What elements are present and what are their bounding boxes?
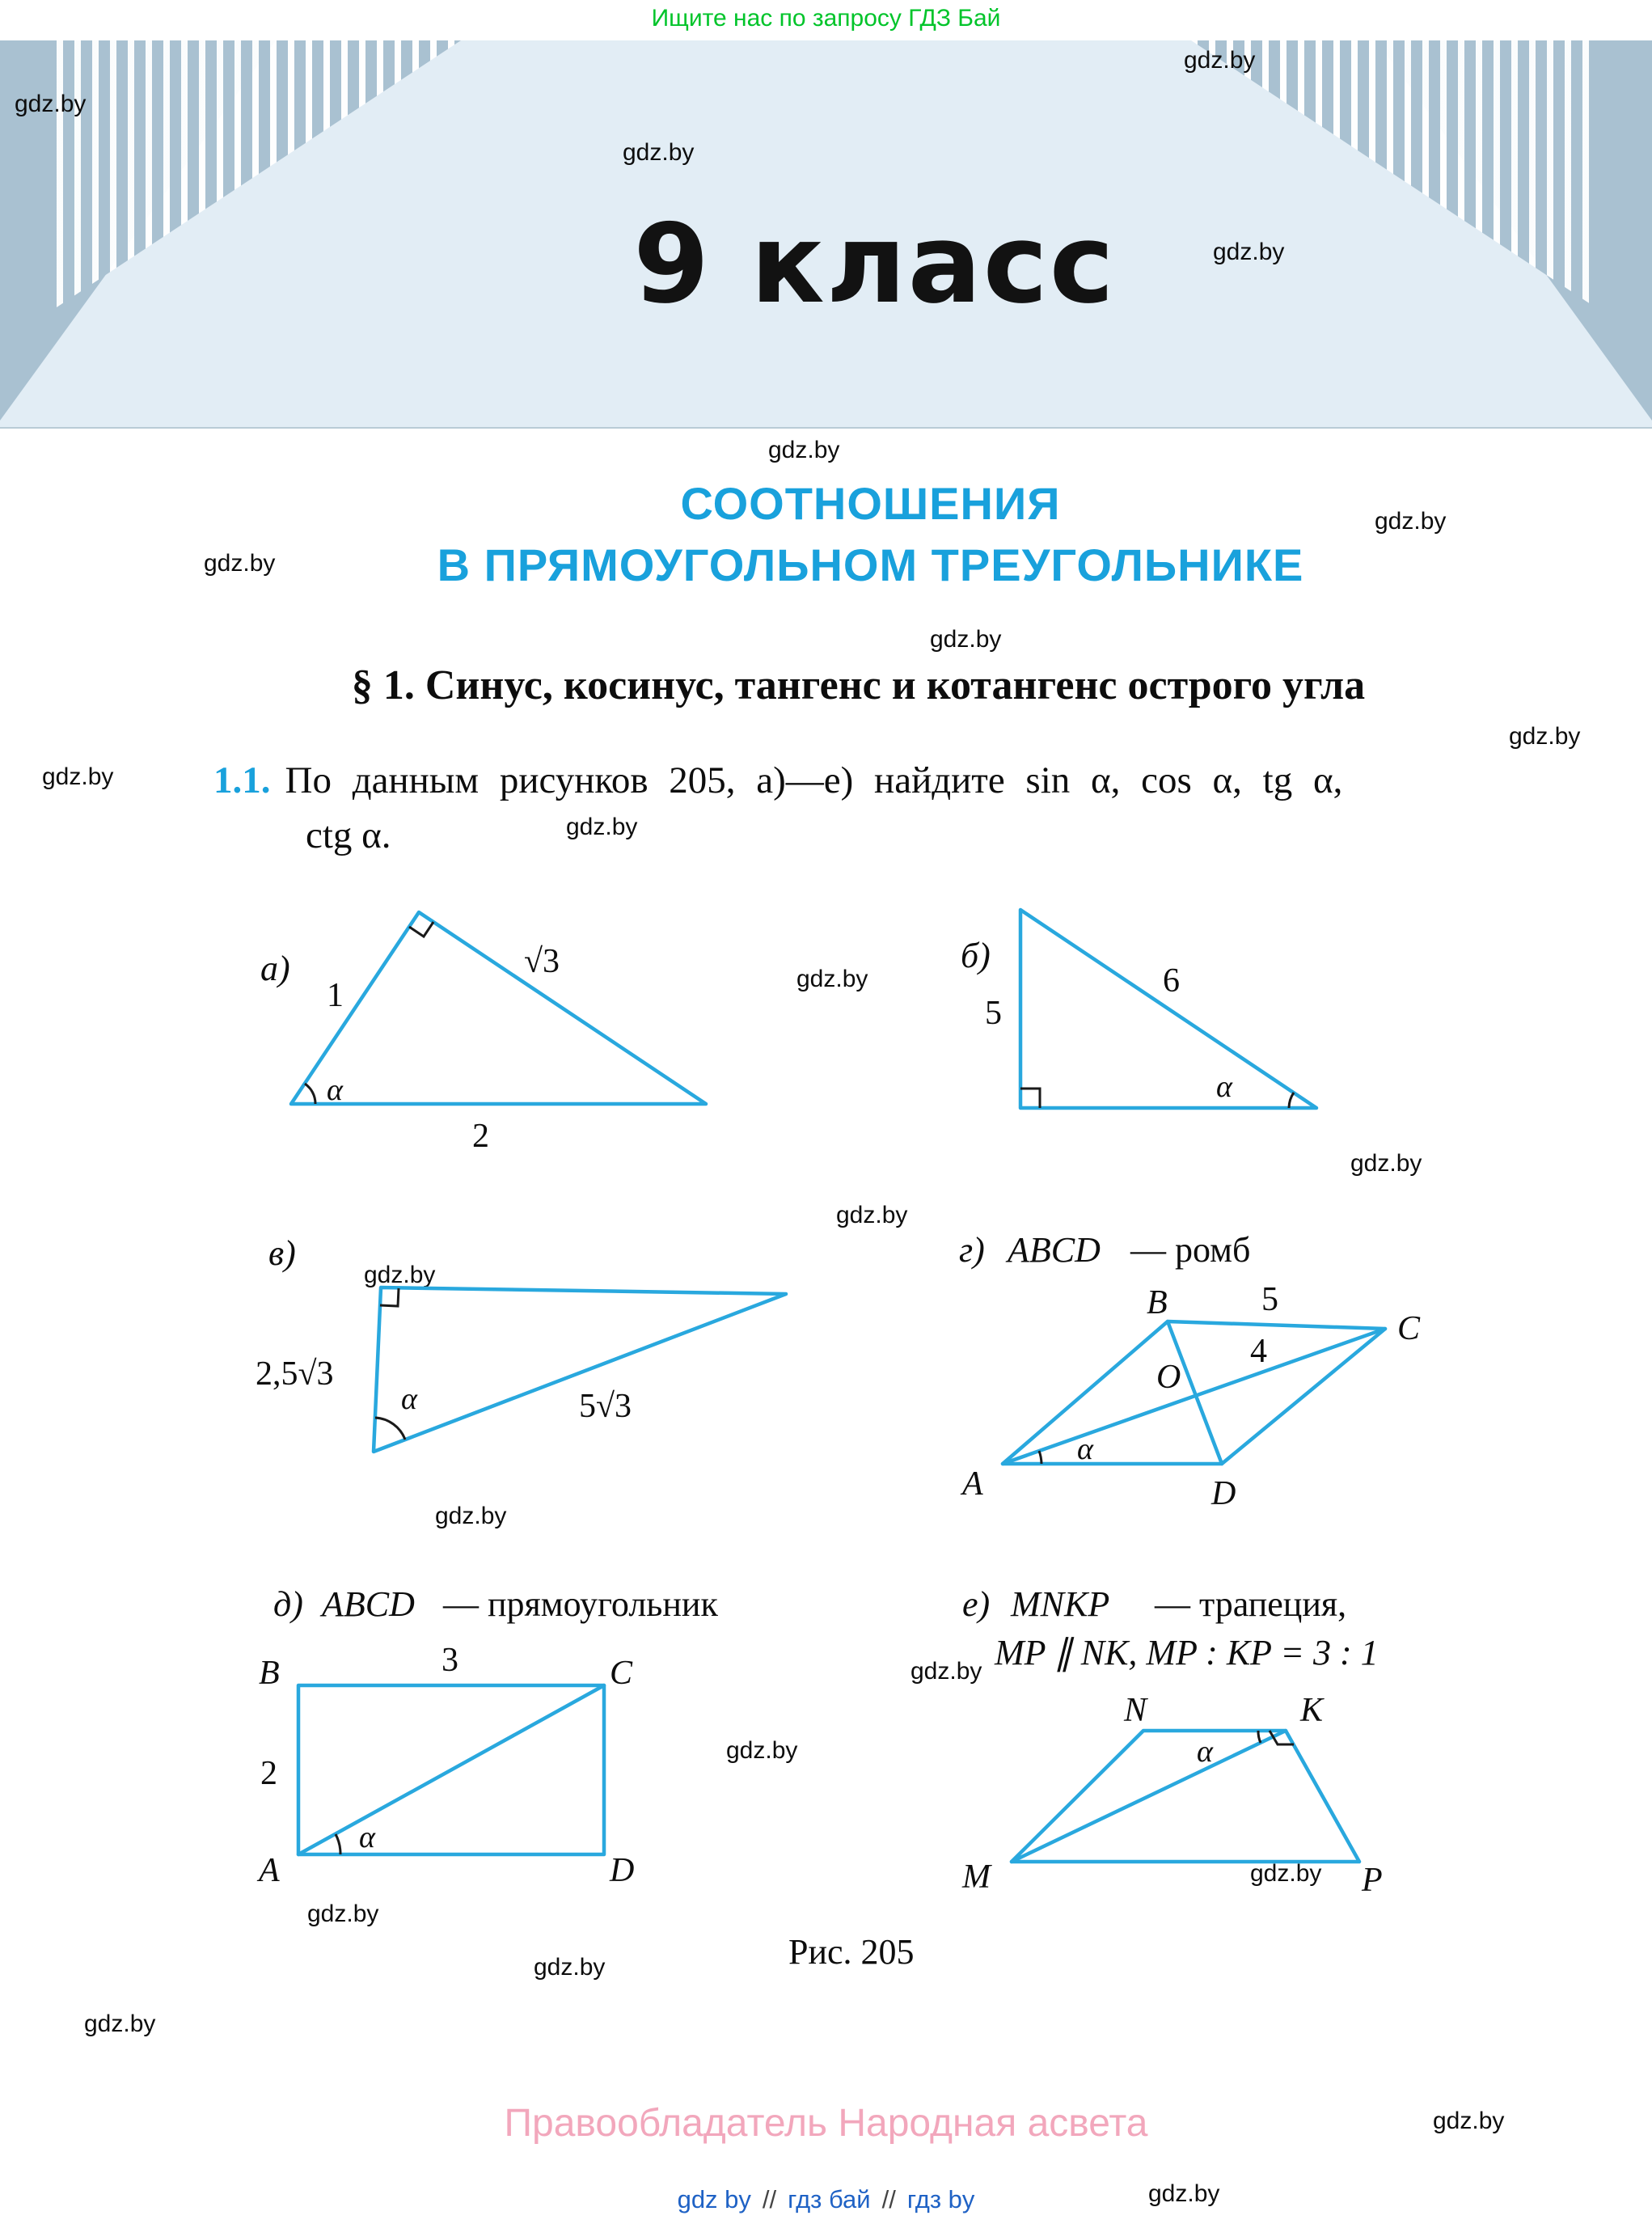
watermark-gdzby: gdz.by bbox=[435, 1503, 507, 1529]
fig-e-vertex-k: K bbox=[1300, 1692, 1324, 1729]
problem-text-line1: По данным рисунков 205, а)—е) найдите sin α, cos α, tg α, bbox=[285, 759, 1343, 801]
figure-d bbox=[256, 1584, 718, 1889]
watermark-gdzby: gdz.by bbox=[1509, 723, 1581, 750]
fig-g-name: ABCD bbox=[1008, 1230, 1101, 1270]
fig-b-triangle bbox=[1020, 910, 1316, 1108]
fig-a-triangle bbox=[291, 912, 706, 1104]
fig-g-rhombus bbox=[1003, 1321, 1385, 1464]
watermark-gdzby: gdz.by bbox=[1250, 1860, 1322, 1887]
figure-e bbox=[961, 1584, 1383, 1899]
figure-b bbox=[961, 910, 1316, 1108]
chapter-title bbox=[44, 473, 1652, 596]
fig-g-diagonal-ac bbox=[1003, 1329, 1385, 1464]
grade-title: 9 класс bbox=[633, 201, 1116, 328]
fig-e-label: е) bbox=[962, 1584, 991, 1624]
fig-d-vertex-c: C bbox=[610, 1655, 633, 1692]
fig-e-vertex-n: N bbox=[1124, 1692, 1147, 1729]
watermark-gdzby: gdz.by bbox=[726, 1737, 798, 1764]
watermark-gdzby: gdz.by bbox=[204, 550, 276, 577]
chapter-title-line1: СООТНОШЕНИЯ bbox=[680, 478, 1061, 529]
watermark-gdzby: gdz.by bbox=[307, 1901, 379, 1927]
fig-v-side-hyp: 5√3 bbox=[579, 1388, 632, 1425]
footer-links bbox=[0, 2185, 1652, 2214]
fig-d-angle-arc bbox=[336, 1834, 340, 1854]
fig-e-name: MNKP bbox=[1011, 1584, 1110, 1624]
fig-v-label: в) bbox=[268, 1233, 296, 1273]
fig-b-angle-alpha: α bbox=[1216, 1070, 1232, 1104]
fig-g-vertex-c: C bbox=[1397, 1310, 1421, 1347]
section-title: § 1. Синус, косинус, тангенс и котангенс острого угла bbox=[351, 662, 1366, 708]
problem-statement bbox=[213, 759, 1342, 802]
fig-g-vertex-a: A bbox=[962, 1465, 983, 1503]
fig-g-side-bc: 5 bbox=[1261, 1281, 1278, 1318]
footer-separator: // bbox=[881, 2185, 896, 2213]
fig-a-right-angle-mark bbox=[409, 922, 433, 937]
fig-d-side-left: 2 bbox=[260, 1755, 277, 1792]
fig-d-angle-alpha: α bbox=[359, 1820, 375, 1854]
watermark-gdzby: gdz.by bbox=[796, 966, 868, 992]
fig-v-right-angle-mark bbox=[380, 1288, 399, 1306]
fig-d-diagonal-ac bbox=[298, 1685, 604, 1854]
fig-a-label: а) bbox=[260, 949, 290, 988]
fig-a-side-bottom: 2 bbox=[472, 1118, 489, 1155]
fig-e-angle-arc bbox=[1258, 1731, 1261, 1743]
copyright-notice: Правообладатель Народная асвета bbox=[504, 2102, 1148, 2145]
fig-g-label: г) bbox=[959, 1230, 985, 1270]
watermark-gdzby: gdz.by bbox=[1350, 1150, 1422, 1177]
figure-a bbox=[260, 912, 706, 1155]
figure-g bbox=[959, 1230, 1421, 1512]
footer-link-gdz-by-1[interactable]: gdz by bbox=[677, 2185, 751, 2213]
watermark-gdzby: gdz.by bbox=[566, 814, 638, 840]
fig-b-side-left: 5 bbox=[985, 995, 1002, 1032]
watermark-gdzby: gdz.by bbox=[1184, 47, 1256, 74]
fig-d-vertex-d: D bbox=[610, 1852, 635, 1889]
fig-e-angle-alpha: α bbox=[1197, 1735, 1213, 1769]
watermark-gdzby: gdz.by bbox=[1213, 239, 1285, 265]
fig-g-type: — ромб bbox=[1130, 1230, 1251, 1270]
fig-g-angle-alpha: α bbox=[1077, 1432, 1093, 1466]
fig-g-diagonal-bd bbox=[1168, 1321, 1222, 1464]
fig-b-right-angle-mark bbox=[1020, 1089, 1040, 1108]
fig-e-vertex-p: P bbox=[1362, 1862, 1383, 1899]
fig-e-type: — трапеция, bbox=[1155, 1584, 1347, 1624]
watermark-gdzby: gdz.by bbox=[768, 437, 840, 463]
footer-link-gdz-bai[interactable]: гдз бай bbox=[788, 2185, 871, 2213]
fig-v-angle-arc bbox=[375, 1418, 405, 1440]
watermark-gdzby: gdz.by bbox=[364, 1262, 436, 1288]
problem-text-line2: ctg α. bbox=[306, 814, 391, 856]
fig-g-angle-arc bbox=[1039, 1451, 1041, 1464]
fig-d-side-top: 3 bbox=[442, 1642, 458, 1679]
watermark-gdzby: gdz.by bbox=[15, 91, 87, 117]
watermark-gdzby: gdz.by bbox=[1148, 2180, 1220, 2207]
fig-v-angle-alpha: α bbox=[401, 1382, 417, 1416]
fig-g-vertex-d: D bbox=[1211, 1475, 1236, 1512]
fig-d-name: ABCD bbox=[322, 1584, 415, 1624]
chapter-title-line2: В ПРЯМОУГОЛЬНОМ ТРЕУГОЛЬНИКЕ bbox=[437, 539, 1304, 590]
watermark-gdzby: gdz.by bbox=[84, 2010, 156, 2037]
footer-link-gdz-by-2[interactable]: гдз by bbox=[906, 2185, 975, 2213]
fig-b-label: б) bbox=[961, 936, 991, 975]
fig-e-right-angle-mark bbox=[1270, 1731, 1294, 1744]
decorative-header bbox=[0, 40, 1652, 429]
fig-v-side-left: 2,5√3 bbox=[256, 1355, 334, 1393]
fig-b-angle-arc bbox=[1289, 1093, 1294, 1108]
watermark-gdzby: gdz.by bbox=[534, 1954, 606, 1981]
watermark-gdzby: gdz.by bbox=[836, 1202, 908, 1228]
watermark-gdzby: gdz.by bbox=[42, 763, 114, 790]
fig-d-rectangle bbox=[298, 1685, 604, 1854]
fig-e-diagonal-mk bbox=[1012, 1731, 1286, 1862]
fig-a-side-right: √3 bbox=[524, 943, 560, 980]
watermark-gdzby: gdz.by bbox=[1375, 508, 1447, 535]
fig-g-center-o: O bbox=[1156, 1359, 1181, 1396]
fig-d-vertex-b: B bbox=[259, 1655, 280, 1692]
fig-a-angle-alpha: α bbox=[327, 1073, 343, 1107]
fig-g-seg-oc: 4 bbox=[1250, 1333, 1267, 1370]
fig-d-type: — прямоугольник bbox=[443, 1584, 718, 1624]
figure-caption: Рис. 205 bbox=[788, 1932, 915, 1972]
fig-a-side-left: 1 bbox=[327, 977, 344, 1014]
fig-v-triangle bbox=[374, 1287, 786, 1452]
problem-number: 1.1. bbox=[213, 759, 271, 801]
figure-v bbox=[256, 1233, 786, 1452]
watermark-gdzby: gdz.by bbox=[930, 626, 1002, 653]
top-banner-text: Ищите нас по запросу ГДЗ Бай bbox=[651, 5, 1001, 32]
fig-g-vertex-b: B bbox=[1147, 1284, 1168, 1321]
fig-e-trapezoid bbox=[1012, 1731, 1359, 1862]
fig-d-vertex-a: A bbox=[259, 1852, 280, 1889]
watermark-gdzby: gdz.by bbox=[1433, 2108, 1505, 2134]
fig-a-angle-arc bbox=[305, 1084, 315, 1104]
fig-d-label: д) bbox=[273, 1584, 303, 1624]
fig-b-side-hyp: 6 bbox=[1163, 962, 1180, 1000]
footer-separator: // bbox=[762, 2185, 777, 2213]
fig-e-vertex-m: M bbox=[962, 1858, 991, 1896]
fig-e-condition: MP ∥ NK, MP : KP = 3 : 1 bbox=[995, 1633, 1379, 1672]
watermark-gdzby: gdz.by bbox=[911, 1658, 982, 1685]
watermark-gdzby: gdz.by bbox=[623, 139, 695, 166]
